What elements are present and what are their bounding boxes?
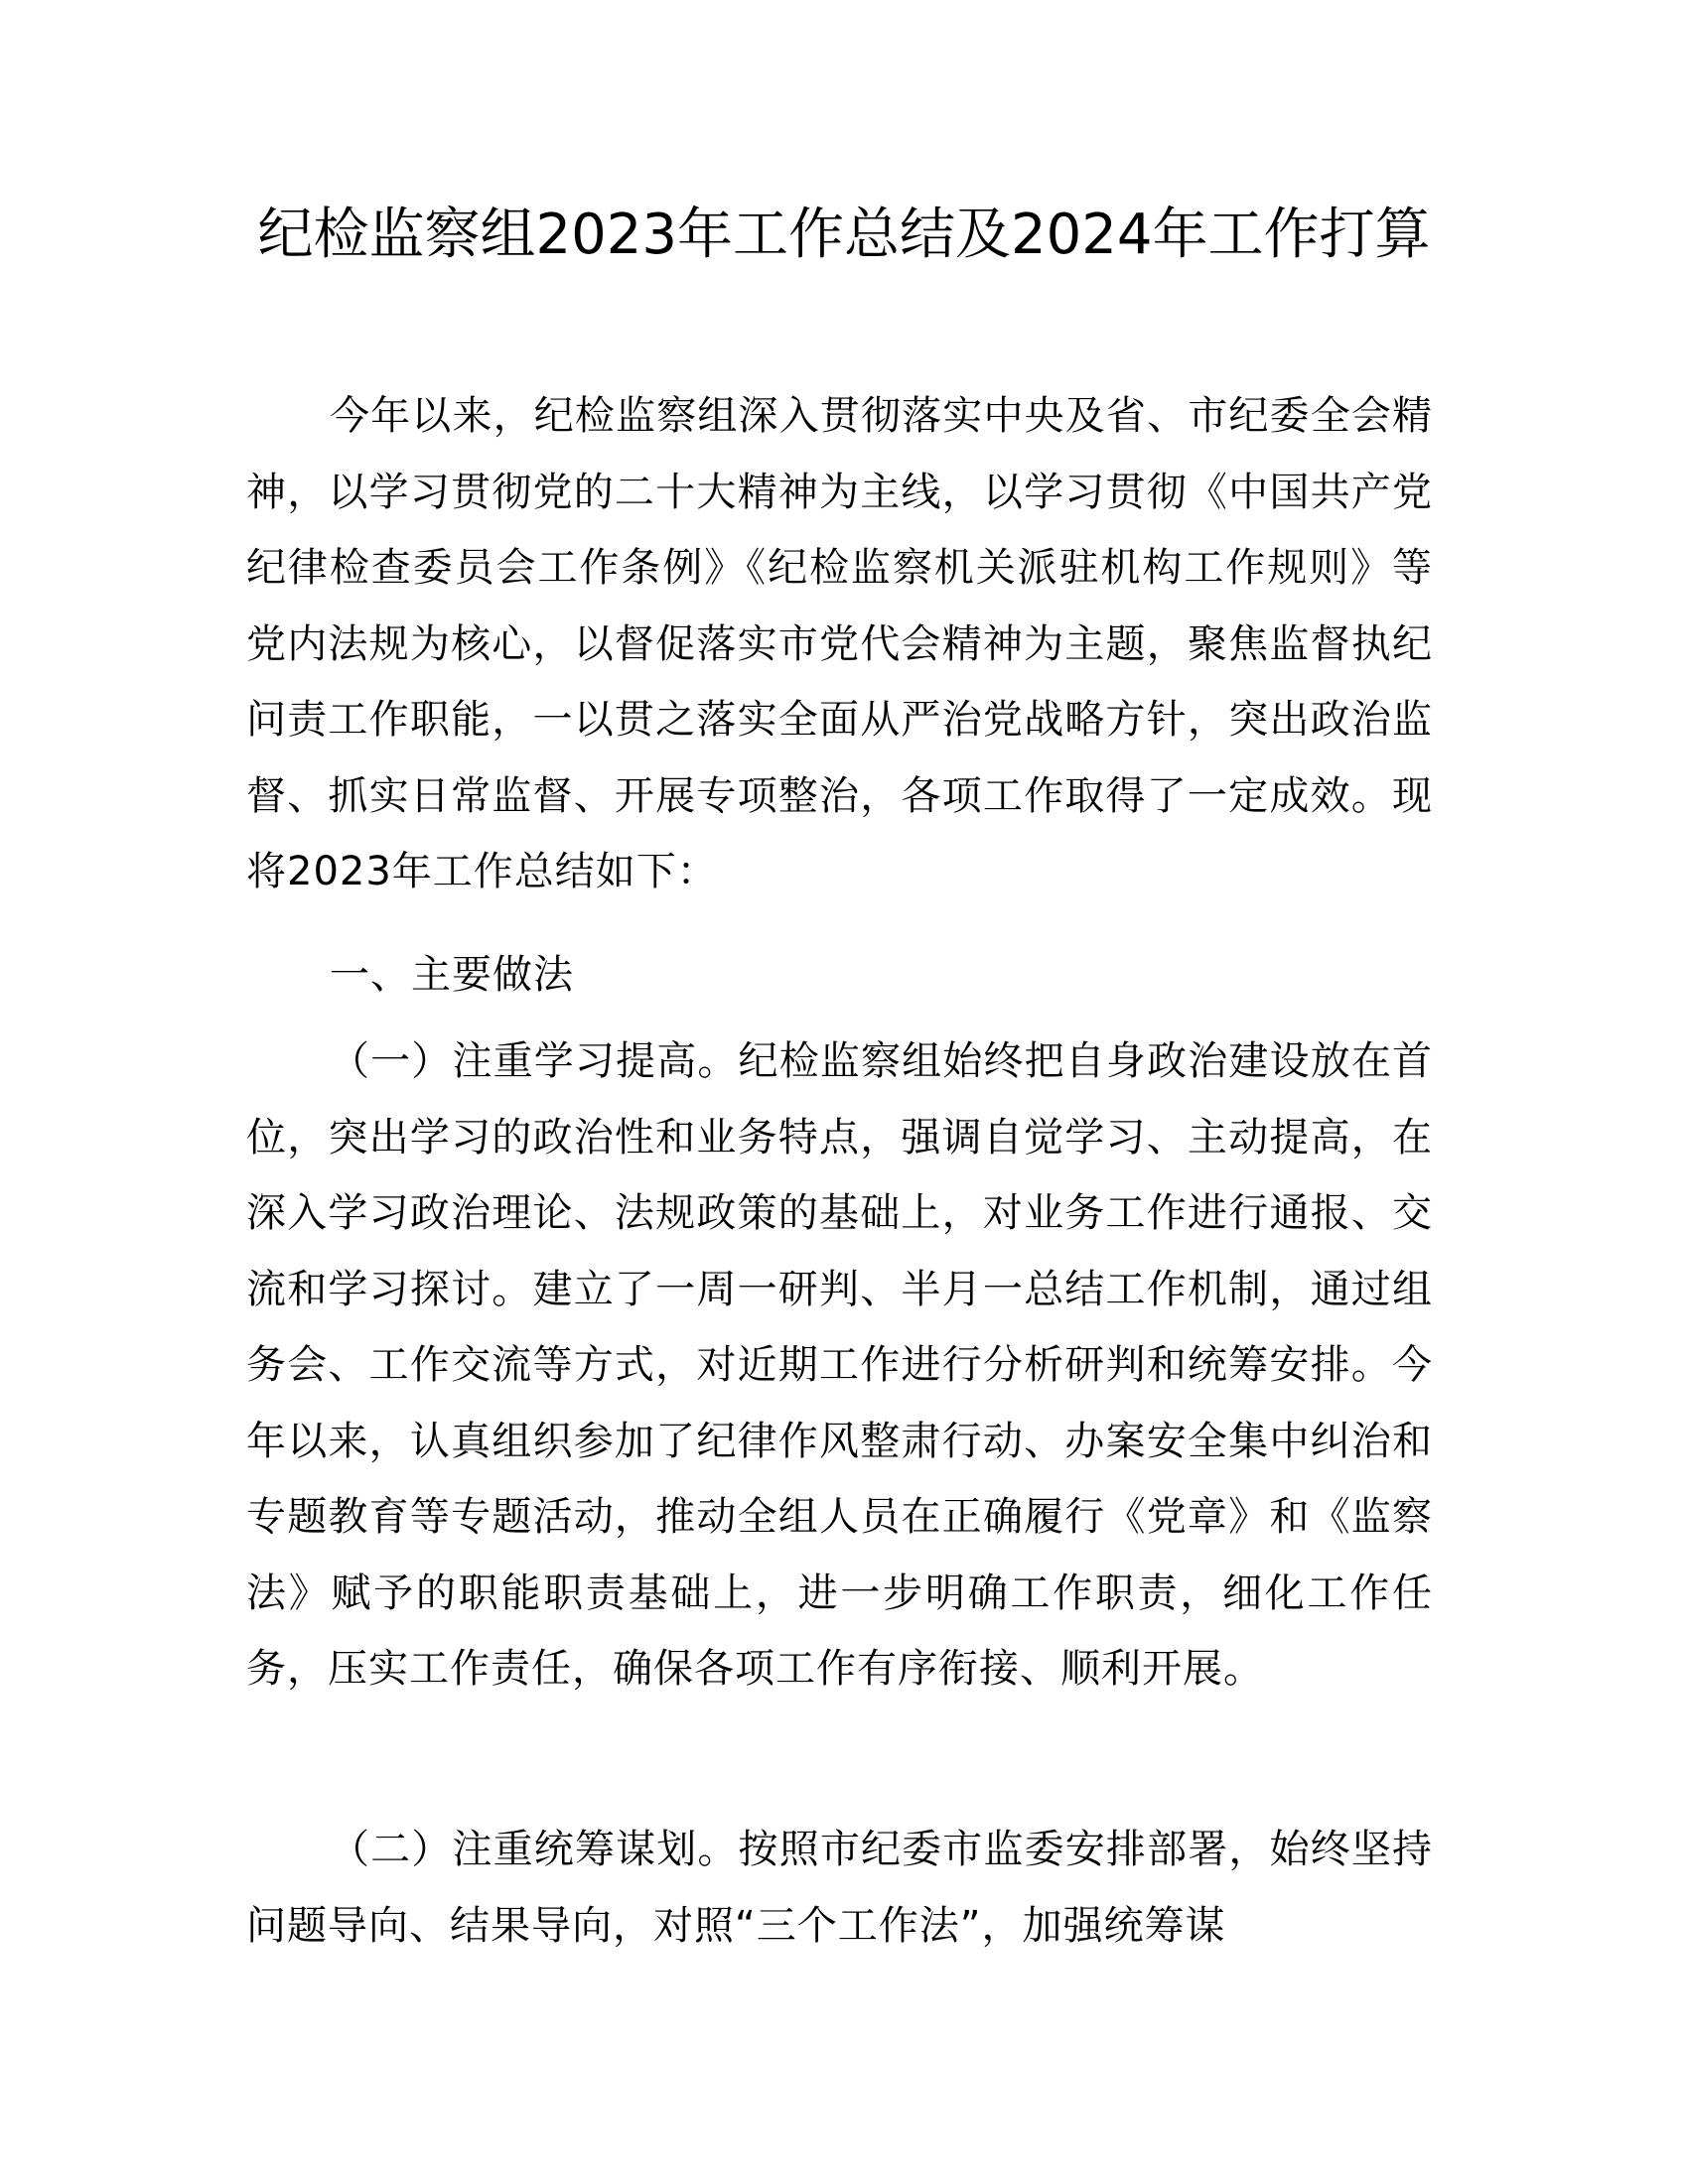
- paragraph-planning: （二）注重统筹谋划。按照市纪委市监委安排部署，始终坚持问题导向、结果导向，对照“三个工作法”，加强统筹谋: [246, 1827, 1433, 1949]
- section-heading: 一、主要做法: [330, 952, 574, 998]
- document-title: 纪检监察组2023年工作总结及2024年工作打算: [257, 203, 1431, 267]
- intro-paragraph: 今年以来，纪检监察组深入贯彻落实中央及省、市纪委全会精神，以学习贯彻党的二十大精神为主线，以学习贯彻《中国共产党纪律检查委员会工作条例》《纪检监察机关派驻机构工作规则》等党内法规为核心，以督促落实市党代会精神为主题，聚焦监督执纪问责工作职能，一以贯之落实全面从严治党战略方针，突出政治监督、抓实日常监督、开展专项整治，各项工作取得了一定成效。现将2023年工作总结如下：: [246, 393, 1433, 894]
- paragraph-study: （一）注重学习提高。纪检监察组始终把自身政治建设放在首位，突出学习的政治性和业务特点，强调自觉学习、主动提高，在深入学习政治理论、法规政策的基础上，对业务工作进行通报、交流和学习探讨。建立了一周一研判、半月一总结工作机制，通过组务会、工作交流等方式，对近期工作进行分析研判和统筹安排。今年以来，认真组织参加了纪律作风整肃行动、办案安全集中纠治和专题教育等专题活动，推动全组人员在正确履行《党章》和《监察法》赋予的职能职责基础上，进一步明确工作职责，细化工作任务，压实工作责任，确保各项工作有序衔接、顺利开展。: [246, 1038, 1433, 1692]
